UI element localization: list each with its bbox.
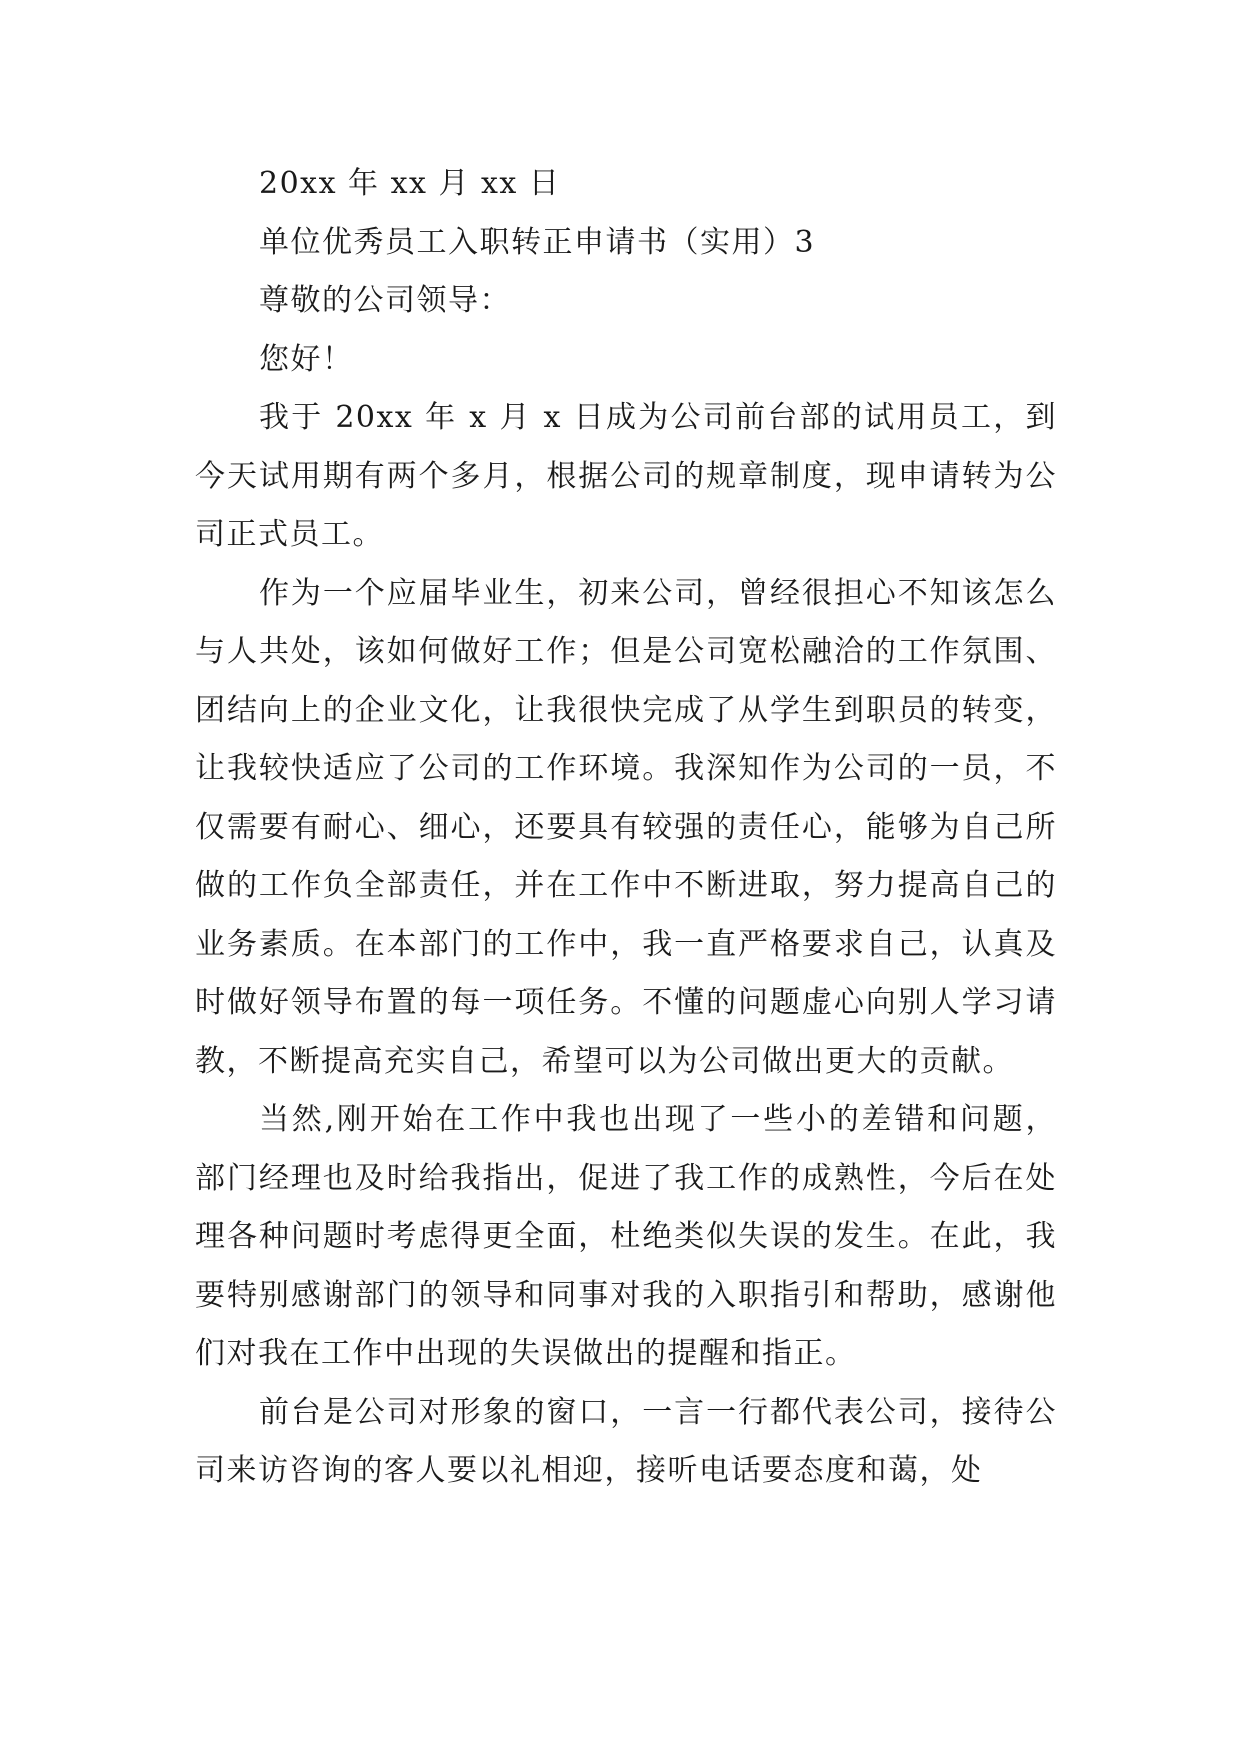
paragraph-front-desk: 前台是公司对形象的窗口，一言一行都代表公司，接待公司来访咨询的客人要以礼相迎，接听电话要态度和蔼，处 bbox=[195, 1394, 1057, 1488]
paragraph-mistakes-thanks: 当然,刚开始在工作中我也出现了一些小的差错和问题，部门经理也及时给我指出，促进了我工作的成熟性，今后在处理各种问题时考虑得更全面，杜绝类似失误的发生。在此，我要特别感谢部门的领导和同事对我的入职指引和帮助，感谢他们对我在工作中出现的失误做出的提醒和指正。 bbox=[195, 1102, 1057, 1371]
paragraph-experience: 作为一个应届毕业生，初来公司，曾经很担心不知该怎么与人共处，该如何做好工作；但是公司宽松融洽的工作氛围、团结向上的企业文化，让我很快完成了从学生到职员的转变，让我较快适应了公司的工作环境。我深知作为公司的一员，不仅需要有耐心、细心，还要具有较强的责任心，能够为自己所做的工作负全部责任，并在工作中不断进取，努力提高自己的业务素质。在本部门的工作中，我一直严格要求自己，认真及时做好领导布置的每一项任务。不懂的问题虚心向别人学习请教，不断提高充实自己，希望可以为公司做出更大的贡献。 bbox=[195, 575, 1057, 1079]
paragraph-application: 我于 20xx 年 x 月 x 日成为公司前台部的试用员工，到今天试用期有两个多月，根据公司的规章制度，现申请转为公司正式员工。 bbox=[195, 400, 1057, 552]
document-title: 单位优秀员工入职转正申请书（实用）3 bbox=[259, 224, 816, 260]
greeting: 您好！ bbox=[259, 341, 354, 377]
salutation: 尊敬的公司领导： bbox=[259, 283, 511, 318]
document-body bbox=[195, 155, 1057, 1501]
date-line: 20xx 年 xx 月 xx 日 bbox=[259, 166, 561, 201]
